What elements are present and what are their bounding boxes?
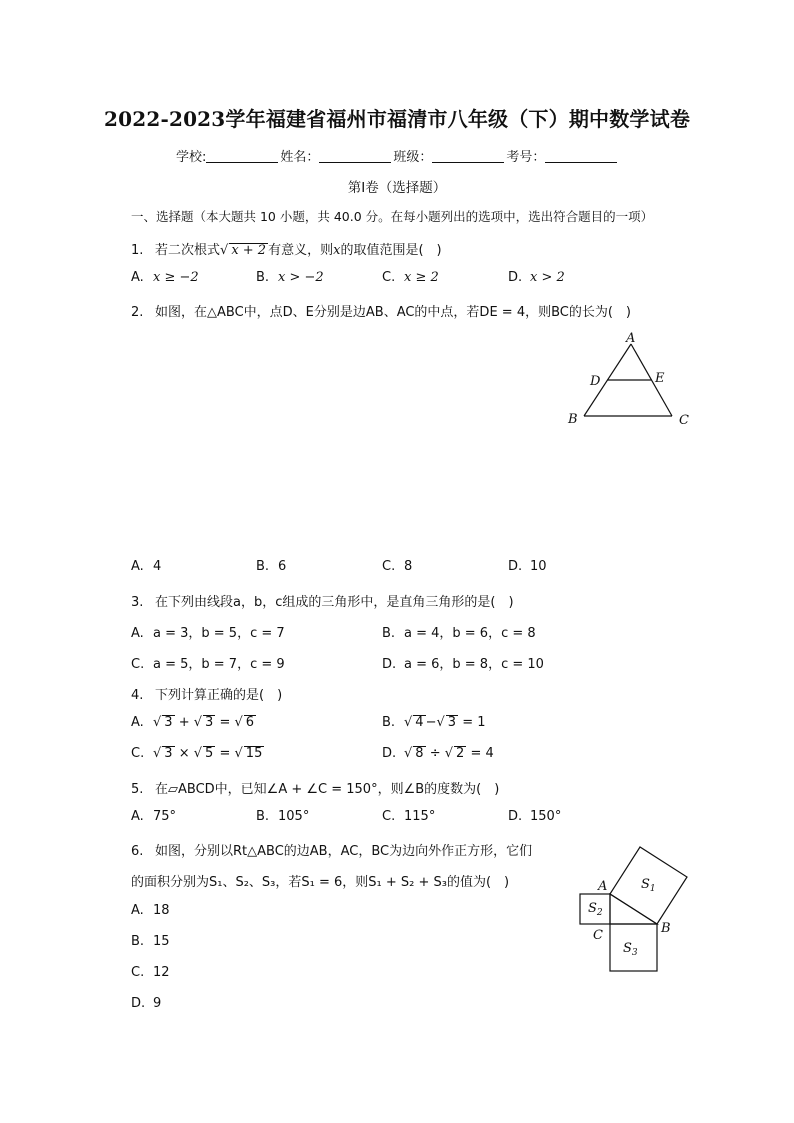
name-blank [319,149,391,163]
question-text: 的取值范围是( ) [340,243,442,258]
exam-number-label: 考号： [506,150,546,165]
option-a: A. 75° [131,809,177,824]
question-text: 下列计算正确的是( ) [155,688,283,703]
vertex-label-e: E [655,371,665,386]
question-3 [131,591,514,610]
name-label: 姓名： [280,150,320,165]
vertex-label-a: A [598,879,608,894]
squares-figure [570,838,700,978]
option-a: A. 4 [131,559,162,574]
option-c: C. a = 5，b = 7，c = 9 [131,657,285,672]
vertex-label-d: D [590,374,601,389]
class-blank [432,149,504,163]
question-text: 如图，在△ABC中，点D、E分别是边AB、AC的中点，若DE = 4，则BC的长为( ) [155,305,631,320]
option-d: D. a = 6，b = 8，c = 10 [382,657,544,672]
option-d: D. 150° [508,809,562,824]
question-number: 2. [131,305,144,320]
question-6 [131,840,532,859]
page-title: 2022-2023学年福建省福州市福清市八年级（下）期中数学试卷 [103,107,691,131]
vertex-label-c: C [679,413,689,428]
question-4 [131,684,282,703]
question-text: 有意义，则 [268,243,334,258]
option-b: B. 105° [256,809,310,824]
vertex-label-b: B [568,412,578,427]
option-b: B. a = 4，b = 6，c = 8 [382,626,536,641]
triangle-figure [560,330,700,430]
option-d: D. 10 [508,559,547,574]
option-c: C. √ 3 × √ 5 = √ 15 [131,746,263,761]
question-text: 如图，分别以Rt△ABC的边AB，AC，BC为边向外作正方形，它们 [155,844,533,859]
question-1: 1. 若二次根式√ x + 2 有意义，则x的取值范围是( ) [131,243,442,258]
radicand: x + 2 [231,243,267,258]
question-number: 3. [131,595,144,610]
area-label-s1: $S_1$ [641,877,656,894]
question-2 [131,301,631,320]
question-5 [131,778,499,797]
vertex-label-c: C [593,928,603,943]
option-b: B. 6 [256,559,287,574]
class-label: 班级： [393,150,433,165]
option-d: D. 9 [131,996,162,1011]
question-text: 的面积分别为S₁、S₂、S₃，若S₁ = 6，则S₁ + S₂ + S₃的值为( ) [131,875,510,890]
option-b: B. √ 4 −√ 3 = 1 [382,715,486,730]
question-text: 在▱ABCD中，已知∠A + ∠C = 150°，则∠B的度数为( ) [155,782,500,797]
option-b: B. 15 [131,934,170,949]
question-text: 在下列由线段a，b，c组成的三角形中，是直角三角形的是( ) [155,595,514,610]
question-number: 1. [131,243,144,258]
option-d: D. x > 2 [508,270,565,285]
question-number: 6. [131,844,144,859]
option-b: B. x > −2 [256,270,324,285]
section-heading: 一、选择题（本大题共 10 小题，共 40.0 分。在每小题列出的选项中，选出符合题目的一项） [131,209,654,224]
vertex-label-b: B [661,921,671,936]
school-blank [206,149,278,163]
option-c: C. 12 [131,965,170,980]
option-a: A. 18 [131,903,170,918]
option-c: C. 115° [382,809,436,824]
option-c: C. 8 [382,559,413,574]
exam-number-blank [545,149,617,163]
school-label: 学校: [176,150,207,165]
area-label-s2: $S_2$ [588,901,603,918]
option-a: A. x ≥ −2 [131,270,199,285]
area-label-s3: $S_3$ [623,941,638,958]
question-text: 若二次根式 [155,243,221,258]
question-number: 5. [131,782,144,797]
option-d: D. √ 8 ÷ √ 2 = 4 [382,746,494,761]
student-info-line [176,146,619,165]
option-c: C. x ≥ 2 [382,270,439,285]
volume-title: 第I卷（选择题） [347,180,447,196]
variable: x [333,243,341,258]
vertex-label-a: A [626,331,636,346]
option-a: A. a = 3，b = 5，c = 7 [131,626,285,641]
question-number: 4. [131,688,144,703]
question-6-line-2 [131,871,509,890]
option-a: A. √ 3 + √ 3 = √ 6 [131,715,255,730]
